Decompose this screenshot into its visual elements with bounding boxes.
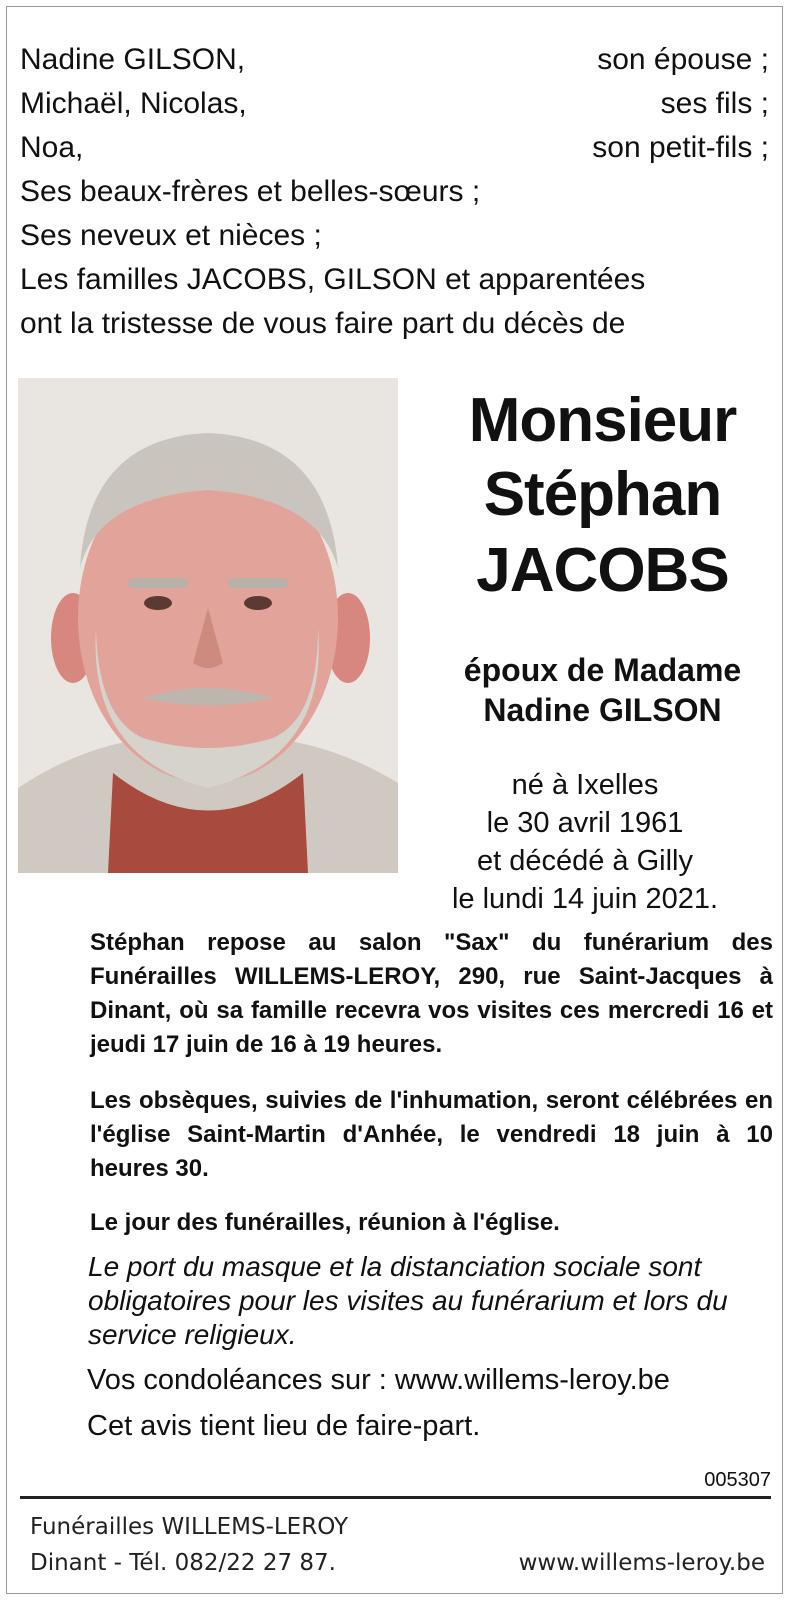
family-line: [20, 126, 769, 170]
reference-number: 005307: [704, 1469, 771, 1491]
meeting-paragraph: [20, 1206, 773, 1240]
death-date: le lundi 14 juin 2021.: [451, 883, 719, 915]
family-name: Nadine GILSON,: [20, 43, 246, 76]
deceased-title: Monsieur: [468, 386, 737, 455]
family-name: Ses neveux et nièces ;: [20, 219, 322, 252]
family-name: Noa,: [20, 131, 84, 164]
birth-date: le 30 avril 1961: [486, 807, 684, 839]
family-name: Ses beaux-frères et belles-sœurs ;: [20, 175, 481, 208]
footer-contact: Dinant - Tél. 082/22 27 87.: [30, 1550, 336, 1576]
portrait-photo: [18, 378, 398, 873]
deceased-last-name: JACOBS: [476, 536, 729, 605]
birth-info: [420, 766, 750, 918]
portrait-illustration: [18, 378, 398, 873]
family-line: [20, 38, 769, 82]
death-place: et décédé à Gilly: [476, 845, 693, 877]
meeting-text: Le jour des funérailles, réunion à l'église.: [90, 1209, 560, 1236]
funeral-text: Les obsèques, suivies de l'inhumation, seront célébrées en l'église Saint-Martin d'Anhée, le vendredi 18 juin à 10 heures 30.: [90, 1087, 773, 1182]
condolences-line: Vos condoléances sur : www.willems-leroy.be: [87, 1364, 670, 1396]
birth-place: né à Ixelles: [511, 769, 659, 801]
visitation-paragraph: [20, 926, 773, 1062]
funeral-paragraph: [20, 1084, 773, 1186]
family-line: [20, 258, 769, 302]
deceased-first-name: Stéphan: [483, 460, 722, 529]
family-line: [20, 214, 769, 258]
family-name: Michaël, Nicolas,: [20, 87, 247, 120]
family-relation: son épouse ;: [597, 43, 769, 76]
spouse-name: Nadine GILSON: [483, 692, 722, 728]
family-line: [20, 170, 769, 214]
mask-paragraph: [20, 1250, 775, 1352]
mask-text: Le port du masque et la distanciation sociale sont obligatoires pour les visites au funérarium et lors du service religieux.: [88, 1251, 728, 1350]
family-name: Les familles JACOBS, GILSON et apparentées: [20, 263, 646, 296]
announcement-intro: ont la tristesse de vous faire part du décès de: [20, 307, 626, 340]
family-line: [20, 82, 769, 126]
spouse-line: époux de Madame: [463, 652, 742, 688]
notice-line: Cet avis tient lieu de faire-part.: [87, 1410, 481, 1442]
footer-website[interactable]: www.willems-leroy.be: [518, 1550, 765, 1576]
family-relation: ses fils ;: [660, 87, 769, 120]
family-relation: son petit-fils ;: [592, 131, 769, 164]
family-line: [20, 302, 769, 346]
visitation-text: Stéphan repose au salon "Sax" du funérarium des Funérailles WILLEMS-LEROY, 290, rue Saint-Jacques à Dinant, où sa famille recevra vos visites ces mercredi 16 et jeudi 17 juin de 16 à 19 heures.: [90, 929, 773, 1058]
footer-company: Funérailles WILLEMS-LEROY: [30, 1514, 349, 1540]
footer-divider: [20, 1496, 771, 1499]
